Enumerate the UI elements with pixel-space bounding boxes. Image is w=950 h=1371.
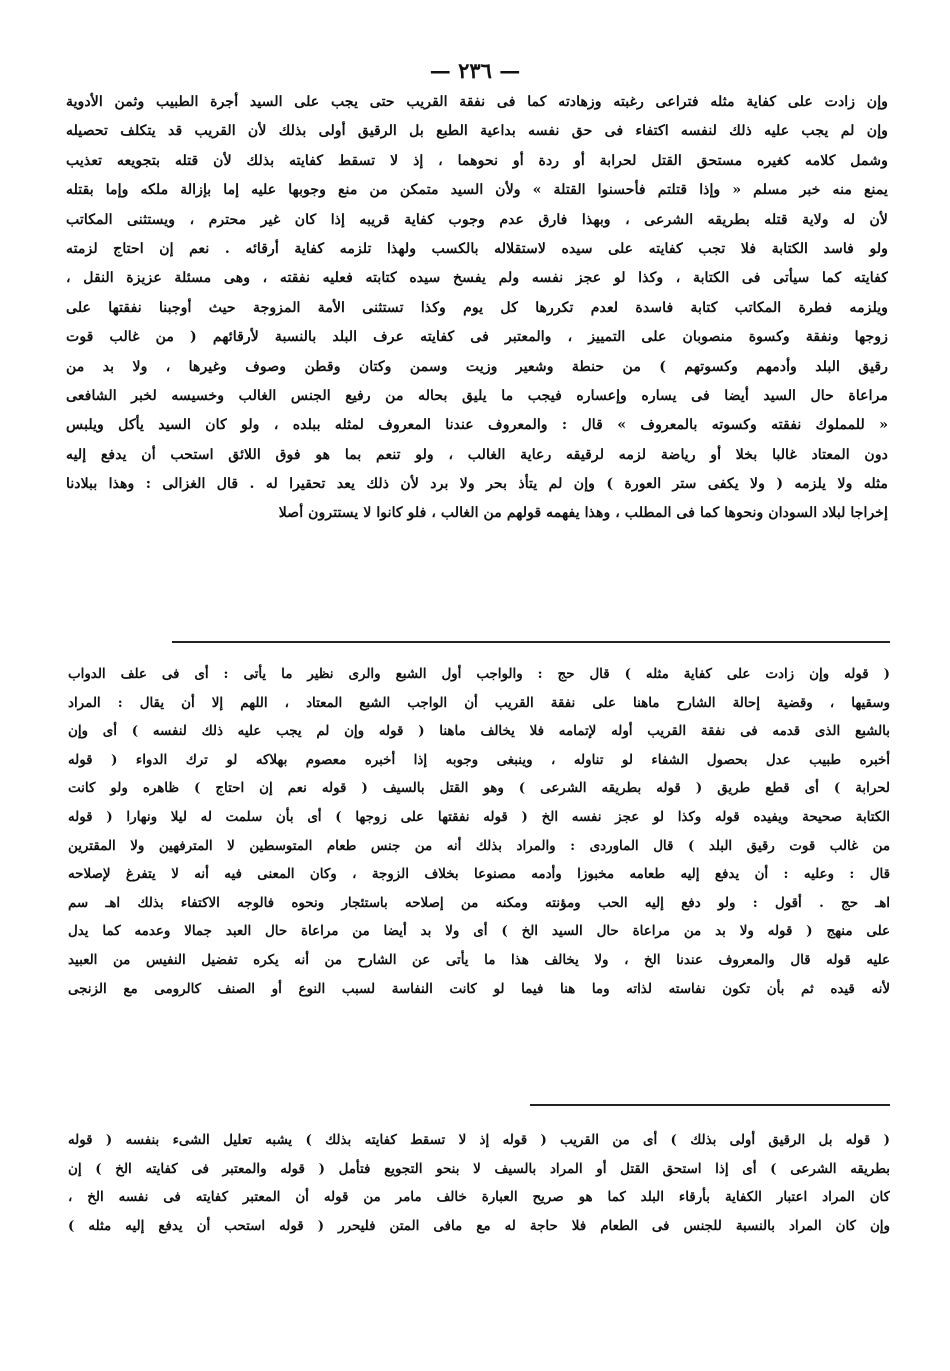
main-text-line: وإن لم يجب عليه ذلك لنفسه اكتفاء فى حق نفسه بداعية الطبع بل الرقيق أولى بذلك لأن القريب قد يتكلف تحصيله	[66, 123, 888, 140]
hashiya-text-line: اهـ حج . أقول : ولو دفع إليه الحب ومؤنته ومكنه من إصلاحه باستئجار ونحوه فالوجه الاكتفاء بذلك اهـ سم	[68, 894, 890, 911]
main-text-line: وشمل كلامه كغيره مستحق القتل لحرابة أو ردة أو نحوهما ، إذ لا تسقط كفايته بذلك لأن قتله بتجويعه تعذيب	[66, 152, 888, 169]
section-divider	[172, 641, 890, 643]
main-text-line: ولو فاسد الكتابة فلا تجب كفايته على سيده لاستقلاله بالكسب ولهذا تلزمه كفاية أرقائه . نعم إن احتاج لزمته	[66, 240, 888, 257]
hashiya-text-line: أخبره طبيب عدل بحصول الشفاء لو تناوله ، وينبغى وجوبه إذا أخبره معصوم بهلاكه لو ترك الدواء ( قوله	[68, 751, 890, 768]
section-divider	[530, 1104, 890, 1106]
main-text-line: لأن له ولاية قتله بطريقه الشرعى ، وبهذا فارق عدم وجوب كفاية قريبه إذا كان غير محترم ، ويستثنى المكاتب	[66, 211, 888, 228]
main-text-block	[66, 88, 888, 529]
taqrir-text-line: وإن كان المراد بالنسبة للجنس فى الطعام فلا حاجة له مع مافى المتن فليحرر ( قوله استحب أن يدفع إليه مثله )	[68, 1217, 890, 1234]
hashiya-text-line: لحرابة ) أى قطع طريق ( قوله بطريقه الشرعى ) وهو القتل بالسيف ( قوله نعم إن احتاج ) ظاهره ولو كانت	[68, 780, 890, 797]
hashiya-text-line: من غالب قوت رقيق البلد ) قال الماوردى : والمراد بذلك أنه من جنس طعام المتوسطين لا المترفهين ولا المقترين	[68, 837, 890, 854]
main-text-line: دون المعتاد غالبا بخلا أو رياضة لزمه لرقيقه رعاية الغالب ، ولو تنعم بما هو فوق اللائق استحب أن يدفع إليه	[66, 446, 888, 463]
main-text-line: مراعاة حال السيد أيضا فى يساره وإعساره فيجب ما يليق بحاله من رفيع الجنس الغالب وخسيسه لخبر الشافعى	[66, 387, 888, 404]
hashiya-text-line: قال : وعليه : أن يدفع إليه طعامه مخبوزا وأدمه مصنوعا بخلاف الزوجة ، وكان المعنى فيه أنه لا يتفرغ لإصلاحه	[68, 866, 890, 883]
hashiya-text-line: وسقيها ، وقضية إحالة الشارح ماهنا على نفقة القريب أن الواجب الشبع المعتاد ، اللهم إلا أن يقال : المراد	[68, 694, 890, 711]
main-text-line: وإن زادت على كفاية مثله فتراعى رغبته وزهادته كما فى نفقة القريب حتى يجب على السيد أجرة الطبيب وثمن الأدوية	[66, 94, 888, 110]
hashiya-text-line: على منهج ( قوله ولا بد من مراعاة حال السيد الخ ) أى ولا بد أيضا من مراعاة حال العبد جمالا وعدمه كما يدل	[68, 923, 890, 940]
main-text-line: مثله ولا يلزمه ( ولا يكفى ستر العورة ) وإن لم يتأذ بحر ولا برد لأن ذلك يعد تحقيرا له . قال الغزالى : وهذا ببلادنا	[66, 476, 888, 493]
main-text-line: يمنع منه خبر مسلم « وإذا قتلتم فأحسنوا القتلة » ولأن السيد متمكن من منع وجوبها عليه إما بإزالة ملكه وإما بقتله	[66, 182, 888, 199]
hashiya-text-line: لأنه قيده ثم بأن تكون نفاسته لذاته وما هنا فيما لو كانت النفاسة لسبب النوع أو الصنف كالرومى مع الزنجى	[68, 980, 890, 997]
main-text-line: إخراجا لبلاد السودان ونحوها كما فى المطلب ، وهذا يفهمه قولهم من الغالب ، فلو كانوا لا يستترون أصلا	[278, 505, 888, 522]
main-text-line: « للمملوك نفقته وكسوته بالمعروف » قال : والمعروف عندنا المعروف لمثله ببلده ، ولو كان السيد يأكل ويلبس	[66, 417, 888, 434]
hashiya-text-line: بالشبع الذى قدمه فى نفقة القريب أوله لإتمامه فلا يخالف ماهنا ( قوله وإن لم يجب عليه ذلك لنفسه ) أى وإن	[68, 723, 890, 740]
taqrir-text-line: بطريقه الشرعى ) أى إذا استحق القتل أو المراد بالسيف لا بنحو التجويع فتأمل ( قوله والمعتبر فى كفايته الخ ) إن	[68, 1160, 890, 1177]
main-text-line: رقيق البلد وأدمهم وكسوتهم ) من حنطة وشعير وزيت وسمن وكتان وقطن وصوف وغيرها ، ولا بد من	[66, 358, 888, 375]
taqrir-text-line: ( قوله بل الرقيق أولى بذلك ) أى من القريب ( قوله إذ لا تسقط كفايته بذلك ) يشبه تعليل الشىء بنفسه ( قوله	[68, 1132, 890, 1148]
main-text-line: كفايته كما سيأتى فى الكتابة ، وكذا لو عجز نفسه ولم يفسخ سيده كتابته فعليه نفقته ، وهى مسئلة عزيزة النقل ،	[66, 270, 888, 287]
main-text-line: ويلزمه فطرة المكاتب كتابة فاسدة لعدم تكررها كل يوم وكذا تستثنى الأمة المزوجة حيث أوجبنا نفقتها على	[66, 299, 888, 316]
page-number: — ٢٣٦ —	[429, 58, 521, 83]
hashiya-text-line: عليه قوله قال والمعروف عندنا الخ ، ولا يخالف هذا ما يأتى عن الشارح من أنه يكره تفضيل النفيس من العبيد	[68, 951, 890, 968]
hashiya-text-line: الكتابة صحيحة ويفيده قوله وكذا لو عجز نفسه الخ ( قوله نفقتها على زوجها ) أى بأن سلمت له ليلا ونهارا ( قوله	[68, 808, 890, 825]
hashiya-text-block	[68, 660, 890, 1003]
taqrir-text-block	[68, 1126, 890, 1240]
hashiya-text-line: ( قوله وإن زادت على كفاية مثله ) قال حج : والواجب أول الشبع والرى نظير ما يأتى : أى فى علف الدواب	[68, 666, 890, 682]
main-text-line: زوجها ونفقة وكسوة منصوبان على التمييز ، والمعتبر فى كفايته عرف البلد بالنسبة لأرقائهم ( من غالب قوت	[66, 329, 888, 346]
taqrir-text-line: كان المراد اعتبار الكفاية بأرقاء البلد كما هو صريح العبارة خالف مامر من قوله أن المعتبر كفايته فى نفسه الخ ،	[68, 1189, 890, 1206]
